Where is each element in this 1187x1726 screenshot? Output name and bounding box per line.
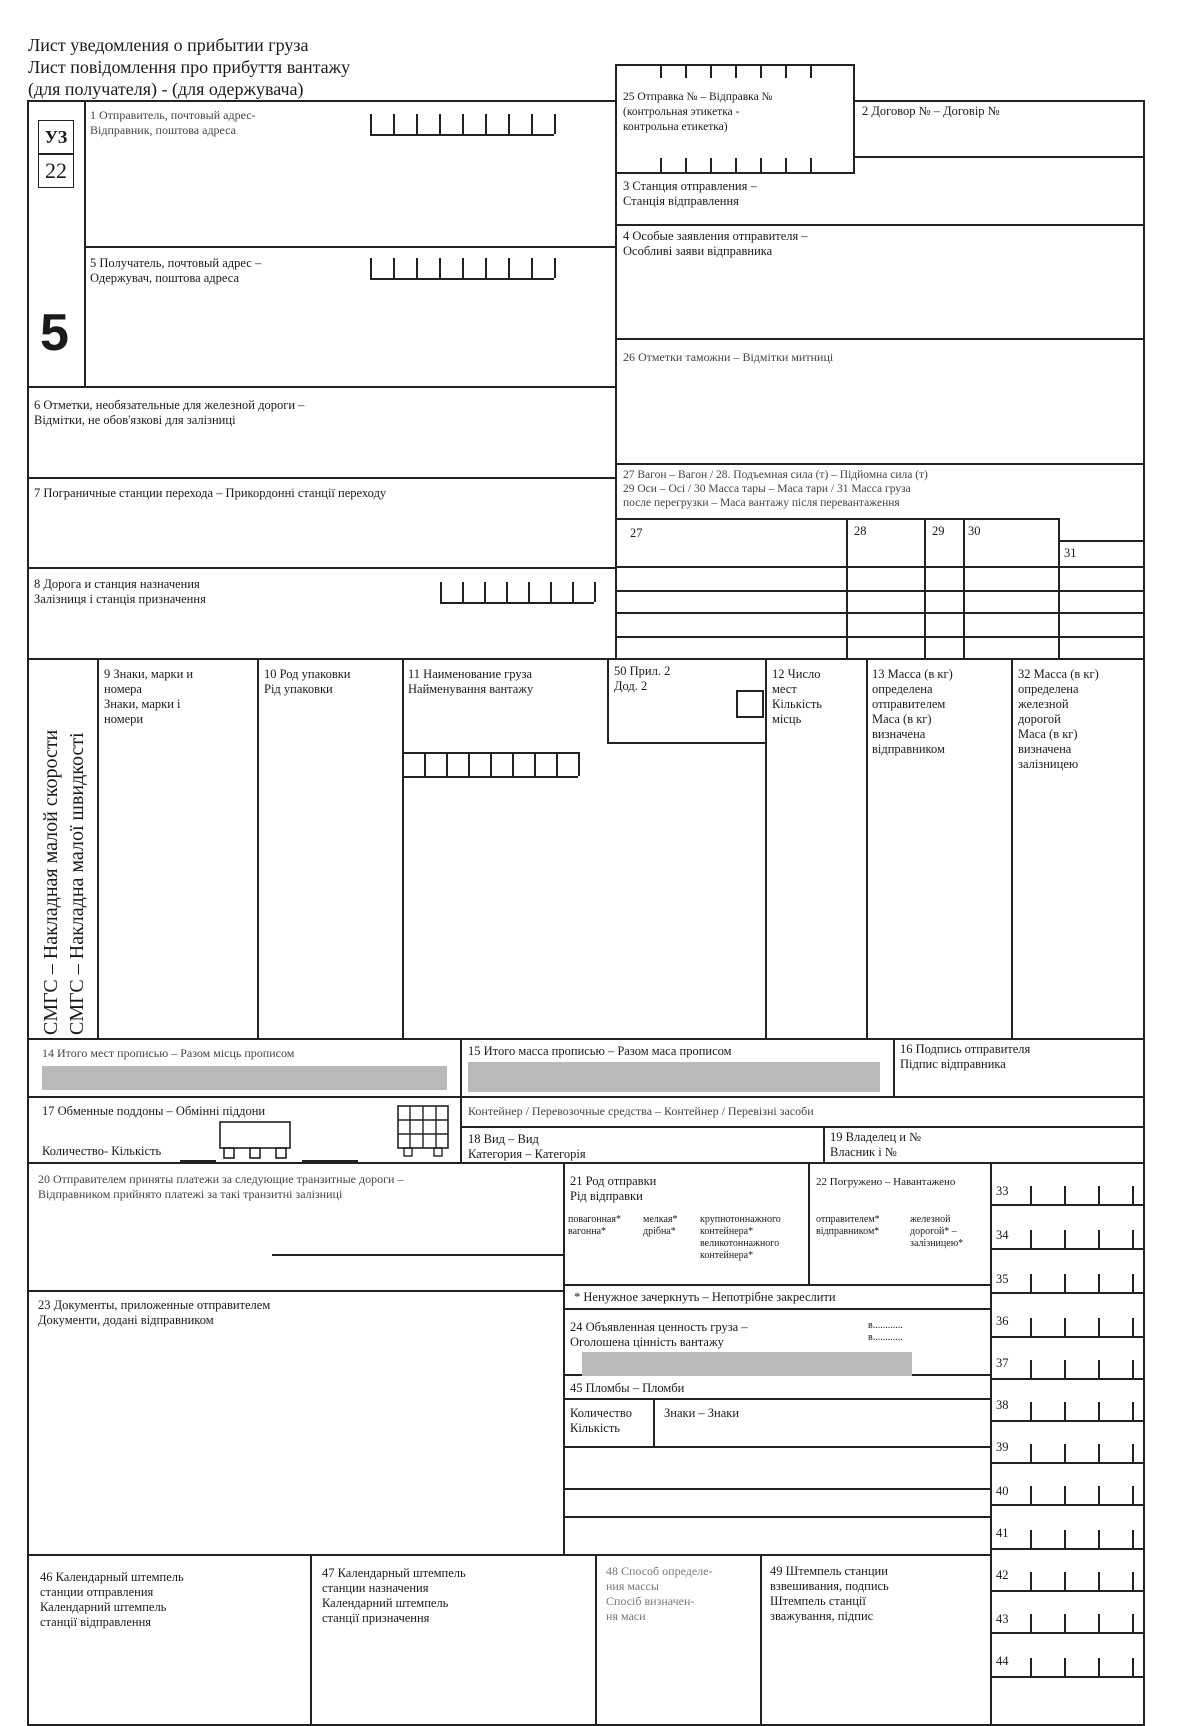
- field-15-total-mass: 15 Итого масса прописью – Разом маса прописом: [468, 1044, 732, 1058]
- row-42: 42: [996, 1568, 1009, 1582]
- row-39: 39: [996, 1440, 1009, 1454]
- field-4-special-statements: 4 Особые заявления отправителя – Особливі заяви відправника: [623, 229, 808, 258]
- comb-tick: [402, 752, 404, 776]
- field-9-marks: 9 Знаки, марки и номера Знаки, марки і номери: [104, 667, 194, 726]
- vertical-label: СМГС – Накладная малой скорости СМГС – Накладна малої швидкості: [40, 729, 88, 1035]
- comb-tick: [528, 582, 530, 602]
- comb-tick: [416, 258, 418, 278]
- comb-tick: [685, 158, 687, 172]
- comb-tick: [1030, 1230, 1032, 1248]
- field-20-payments: 20 Отправителем приняты платежи за следующие транзитные дороги – Відправником прийнято платежі за такі транзитні залізниці: [38, 1172, 404, 1201]
- field-24-declared-value: 24 Объявленная ценность груза – Оголошена цінність вантажу: [570, 1320, 748, 1349]
- field-13-mass-sender: 13 Масса (в кг) определена отправителем Маса (в кг) визначена відправником: [872, 667, 953, 756]
- field-14-total-places: 14 Итого мест прописью – Разом місць прописом: [42, 1046, 295, 1060]
- comb-tick: [531, 114, 533, 134]
- field-22-loaded: 22 Погружено – Навантажено: [816, 1176, 956, 1188]
- comb-tick: [1132, 1486, 1134, 1504]
- comb-tick: [490, 752, 492, 776]
- field-2-contract: 2 Договор № – Договір №: [862, 104, 1000, 118]
- col-30: 30: [968, 524, 981, 538]
- copy-number: 5: [40, 304, 69, 362]
- field-50-appendix: 50 Прил. 2 Дод. 2: [614, 664, 671, 693]
- field-19-owner: 19 Владелец и № Власник і №: [830, 1130, 921, 1159]
- comb-tick: [1132, 1274, 1134, 1292]
- comb-tick: [550, 582, 552, 602]
- col-28: 28: [854, 524, 867, 538]
- comb-tick: [416, 114, 418, 134]
- comb-tick: [1030, 1274, 1032, 1292]
- comb-tick: [1098, 1444, 1100, 1462]
- comb-tick: [1064, 1274, 1066, 1292]
- field-18-type: 18 Вид – Вид Категория – Категорія: [468, 1132, 586, 1161]
- comb-baseline: [370, 134, 554, 136]
- appendix-checkbox[interactable]: [736, 690, 764, 718]
- comb-tick: [735, 64, 737, 78]
- quantity-underline: [180, 1160, 216, 1162]
- comb-tick: [512, 752, 514, 776]
- comb-tick: [660, 64, 662, 78]
- field-48-mass-method: 48 Способ определе- ния массы Спосіб визначен- ня маси: [606, 1564, 713, 1623]
- row-44: 44: [996, 1654, 1009, 1668]
- field-1-sender: 1 Отправитель, почтовый адрес- Відправник, поштова адреса: [90, 108, 256, 137]
- comb-tick: [1132, 1402, 1134, 1420]
- field-11-cargo-name: 11 Наименование груза Найменування вантажу: [408, 667, 534, 696]
- comb-tick: [1030, 1530, 1032, 1548]
- comb-tick: [554, 114, 556, 134]
- row-38: 38: [996, 1398, 1009, 1412]
- field-21-shipment-type: 21 Род отправки Рід відправки: [570, 1174, 657, 1203]
- comb-tick: [1098, 1360, 1100, 1378]
- row-43: 43: [996, 1612, 1009, 1626]
- comb-tick: [1132, 1230, 1134, 1248]
- comb-tick: [1098, 1530, 1100, 1548]
- comb-tick: [785, 64, 787, 78]
- comb-tick: [1064, 1530, 1066, 1548]
- comb-baseline: [440, 602, 594, 604]
- comb-tick: [1064, 1658, 1066, 1676]
- field-container: Контейнер / Перевозочные средства – Контейнер / Перевізні засоби: [468, 1104, 814, 1118]
- comb-tick: [810, 64, 812, 78]
- comb-tick: [446, 752, 448, 776]
- comb-tick: [1064, 1318, 1066, 1336]
- comb-tick: [1064, 1444, 1066, 1462]
- comb-tick: [506, 582, 508, 602]
- comb-tick: [1098, 1572, 1100, 1590]
- field-6-remarks: 6 Отметки, необязательные для железной дороги – Відмітки, не обов'язкові для залізниці: [34, 398, 305, 427]
- comb-tick: [1030, 1360, 1032, 1378]
- comb-tick: [393, 114, 395, 134]
- comb-tick: [484, 582, 486, 602]
- comb-tick: [1030, 1572, 1032, 1590]
- comb-tick: [531, 258, 533, 278]
- field-26-customs: 26 Отметки таможни – Відмітки митниці: [623, 350, 834, 364]
- comb-tick: [578, 752, 580, 776]
- redacted-total-places: [42, 1066, 447, 1090]
- comb-tick: [440, 582, 442, 602]
- row-33: 33: [996, 1184, 1009, 1198]
- comb-tick: [710, 158, 712, 172]
- field-47-destination-stamp: 47 Календарный штемпель станции назначения Календарний штемпель станції призначення: [322, 1566, 466, 1625]
- comb-tick: [1098, 1274, 1100, 1292]
- comb-tick: [1098, 1402, 1100, 1420]
- field-17-pallets: 17 Обменные поддоны – Обмінні піддони: [42, 1104, 266, 1118]
- comb-tick: [485, 258, 487, 278]
- comb-tick: [785, 158, 787, 172]
- field-10-packaging: 10 Род упаковки Рід упаковки: [264, 667, 351, 696]
- comb-tick: [1132, 1360, 1134, 1378]
- comb-tick: [554, 258, 556, 278]
- comb-tick: [1132, 1572, 1134, 1590]
- comb-tick: [1030, 1186, 1032, 1204]
- redacted-declared-value: [582, 1352, 912, 1376]
- comb-tick: [1098, 1230, 1100, 1248]
- comb-tick: [508, 114, 510, 134]
- field-32-mass-railway: 32 Масса (в кг) определена железной дорогой Маса (в кг) визначена залізницею: [1018, 667, 1099, 771]
- code-uz: УЗ: [38, 120, 74, 154]
- comb-tick: [462, 258, 464, 278]
- comb-tick: [468, 752, 470, 776]
- row-41: 41: [996, 1526, 1009, 1540]
- strike-note: * Ненужное зачеркнуть – Непотрібне закреслити: [574, 1290, 836, 1304]
- comb-tick: [462, 114, 464, 134]
- field-22-sender: отправителем* відправником*: [816, 1214, 880, 1237]
- field-21-small: мелкая* дрібна*: [643, 1214, 678, 1237]
- comb-tick: [760, 158, 762, 172]
- comb-tick: [508, 258, 510, 278]
- comb-tick: [370, 114, 372, 134]
- row-37: 37: [996, 1356, 1009, 1370]
- row-34: 34: [996, 1228, 1009, 1242]
- field-49-weighing-stamp: 49 Штемпель станции взвешивания, подпись Штемпель станції зважування, підпис: [770, 1564, 889, 1623]
- field-5-consignee: 5 Получатель, почтовый адрес – Одержувач, поштова адреса: [90, 256, 262, 285]
- field-23-documents: 23 Документы, приложенные отправителем Документи, додані відправником: [38, 1298, 271, 1327]
- field-45-quantity: Количество Кількість: [570, 1406, 632, 1435]
- comb-tick: [439, 258, 441, 278]
- comb-tick: [1098, 1318, 1100, 1336]
- comb-tick: [393, 258, 395, 278]
- field-12-places: 12 Число мест Кількість місць: [772, 667, 823, 726]
- comb-tick: [685, 64, 687, 78]
- comb-tick: [710, 64, 712, 78]
- code-22: 22: [38, 154, 74, 188]
- comb-tick: [1098, 1486, 1100, 1504]
- col-31: 31: [1064, 546, 1077, 560]
- comb-tick: [1132, 1444, 1134, 1462]
- comb-tick: [439, 114, 441, 134]
- comb-tick: [1064, 1572, 1066, 1590]
- pallet-grid-icon: [396, 1104, 452, 1160]
- field-45-marks: Знаки – Знаки: [664, 1406, 740, 1420]
- comb-tick: [1030, 1486, 1032, 1504]
- comb-tick: [1064, 1186, 1066, 1204]
- comb-tick: [1064, 1230, 1066, 1248]
- comb-tick: [485, 114, 487, 134]
- comb-tick: [462, 582, 464, 602]
- field-8-destination: 8 Дорога и станция назначения Залізниця і станція призначення: [34, 577, 206, 606]
- field-46-departure-stamp: 46 Календарный штемпель станции отправления Календарний штемпель станції відправлення: [40, 1570, 184, 1629]
- comb-tick: [735, 158, 737, 172]
- comb-tick: [1064, 1360, 1066, 1378]
- comb-tick: [760, 64, 762, 78]
- comb-tick: [1030, 1318, 1032, 1336]
- field-17-quantity: Количество- Кількість: [42, 1144, 162, 1158]
- comb-tick: [1132, 1658, 1134, 1676]
- row-35: 35: [996, 1272, 1009, 1286]
- field-21-container: крупнотоннажного контейнера* великотоннажного контейнера*: [700, 1214, 781, 1261]
- comb-tick: [1064, 1486, 1066, 1504]
- comb-tick: [1064, 1614, 1066, 1632]
- field-16-signature: 16 Подпись отправителя Підпис відправника: [900, 1042, 1031, 1071]
- comb-tick: [660, 158, 662, 172]
- comb-tick: [1098, 1614, 1100, 1632]
- field-24-currency: в............ в............: [868, 1320, 903, 1343]
- pallet-icon: [218, 1120, 298, 1162]
- field-22-railway: железной дорогой* – залізницею*: [910, 1214, 964, 1249]
- comb-tick: [1132, 1318, 1134, 1336]
- field-45-seals: 45 Пломбы – Пломби: [570, 1381, 685, 1395]
- comb-tick: [1098, 1658, 1100, 1676]
- comb-tick: [424, 752, 426, 776]
- redacted-total-mass: [468, 1062, 880, 1092]
- field-7-border-stations: 7 Пограничные станции перехода – Прикордонні станції переходу: [34, 486, 387, 500]
- comb-tick: [1030, 1614, 1032, 1632]
- comb-tick: [1064, 1402, 1066, 1420]
- comb-tick: [572, 582, 574, 602]
- field-25-shipment: 25 Отправка № – Відправка № (контрольная этикетка - контрольна етикетка): [623, 91, 773, 133]
- comb-tick: [370, 258, 372, 278]
- field-21-wagon: повагонная* вагонна*: [568, 1214, 621, 1237]
- col-27: 27: [630, 526, 643, 540]
- comb-tick: [534, 752, 536, 776]
- comb-tick: [594, 582, 596, 602]
- quantity-underline-2: [302, 1160, 358, 1162]
- comb-baseline: [370, 278, 554, 280]
- comb-tick: [1132, 1530, 1134, 1548]
- comb-tick: [1030, 1658, 1032, 1676]
- comb-tick: [1030, 1402, 1032, 1420]
- form-title: Лист уведомления о прибытии груза Лист повідомлення про прибуття вантажу (для получателя) - (для одержувача): [28, 35, 351, 99]
- comb-tick: [556, 752, 558, 776]
- row-40: 40: [996, 1484, 1009, 1498]
- row-36: 36: [996, 1314, 1009, 1328]
- col-29: 29: [932, 524, 945, 538]
- comb-tick: [1098, 1186, 1100, 1204]
- field-3-departure-station: 3 Станция отправления – Станція відправлення: [623, 179, 757, 208]
- comb-tick: [1132, 1614, 1134, 1632]
- comb-tick: [1030, 1444, 1032, 1462]
- comb-tick: [810, 158, 812, 172]
- comb-tick: [1132, 1186, 1134, 1204]
- field-27-31-header: 27 Вагон – Вагон / 28. Подъемная сила (т) – Підйомна сила (т) 29 Оси – Осі / 30 Масса тары – Маса тари / 31 Масса груза после перегрузки – Маса вантажу після перевантаження: [623, 469, 928, 509]
